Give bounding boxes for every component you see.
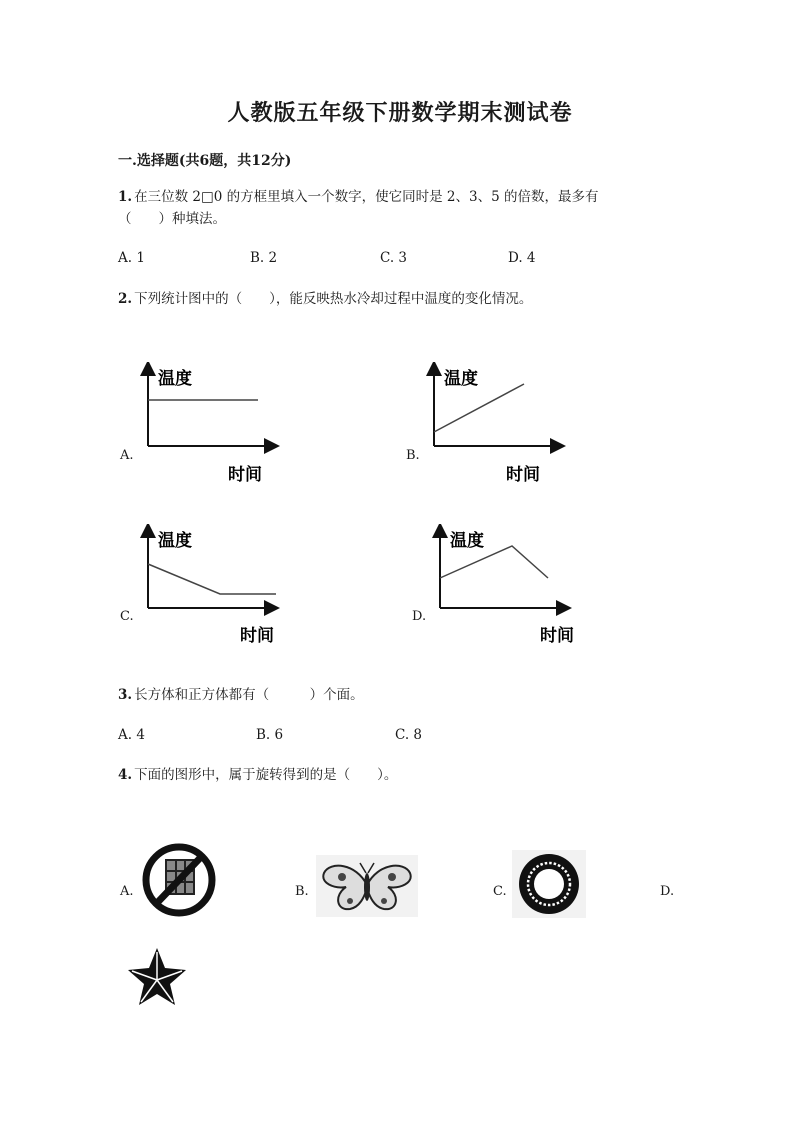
y-axis-label: 温度 — [158, 531, 192, 551]
question-number: 3. — [118, 687, 133, 703]
option-a[interactable]: A. 1 — [118, 250, 145, 266]
y-axis-label: 温度 — [450, 531, 484, 551]
x-axis-label: 时间 — [240, 626, 274, 646]
graph-a — [140, 362, 290, 488]
question-1 — [118, 186, 598, 208]
section-heading: 一.选择题(共6题，共12分) — [118, 153, 292, 169]
temperature-line — [434, 384, 524, 432]
question-number: 2. — [118, 291, 133, 307]
question-3 — [118, 684, 364, 706]
graph-c — [140, 524, 290, 650]
option-d-label[interactable]: D. — [660, 884, 675, 899]
y-axis-label: 温度 — [444, 369, 478, 389]
option-b-label[interactable]: B. — [295, 884, 309, 899]
question-1-line2: （ ）种填法。 — [118, 211, 226, 227]
star-figure — [124, 944, 190, 1010]
question-text: 下面的图形中，属于旋转得到的是（ ）。 — [134, 767, 398, 783]
option-c-label[interactable]: C. — [120, 609, 134, 624]
option-b[interactable]: B. 6 — [256, 727, 284, 743]
question-text: 在三位数 2□0 的方框里填入一个数字，使它同时是 2、3、5 的倍数，最多有 — [134, 189, 599, 205]
question-2 — [118, 288, 532, 310]
question-text: 长方体和正方体都有（ ）个面。 — [134, 687, 364, 703]
x-axis-label: 时间 — [540, 626, 574, 646]
option-c[interactable]: C. 8 — [395, 727, 423, 743]
option-c-label[interactable]: C. — [493, 884, 507, 899]
x-axis-label: 时间 — [228, 465, 262, 485]
graph-d — [432, 524, 582, 650]
y-axis-label: 温度 — [158, 369, 192, 389]
option-c[interactable]: C. 3 — [380, 250, 408, 266]
option-a-label[interactable]: A. — [120, 884, 134, 899]
page-title: 人教版五年级下册数学期末测试卷 — [227, 101, 573, 126]
option-a[interactable]: A. 4 — [118, 727, 145, 743]
temperature-line — [148, 564, 276, 594]
option-d[interactable]: D. 4 — [508, 250, 536, 266]
option-d-label[interactable]: D. — [412, 609, 427, 624]
question-4 — [118, 764, 397, 786]
gear-ring-figure — [512, 850, 586, 918]
option-a-label[interactable]: A. — [120, 448, 134, 463]
option-b-label[interactable]: B. — [406, 448, 420, 463]
question-number: 4. — [118, 767, 133, 783]
graph-b — [426, 362, 576, 488]
option-b[interactable]: B. 2 — [250, 250, 278, 266]
no-entry-sign-figure — [138, 842, 222, 918]
butterfly-figure — [316, 855, 418, 917]
question-number: 1. — [118, 189, 133, 205]
x-axis-label: 时间 — [506, 465, 540, 485]
question-text: 下列统计图中的（ ），能反映热水冷却过程中温度的变化情况。 — [134, 291, 533, 307]
